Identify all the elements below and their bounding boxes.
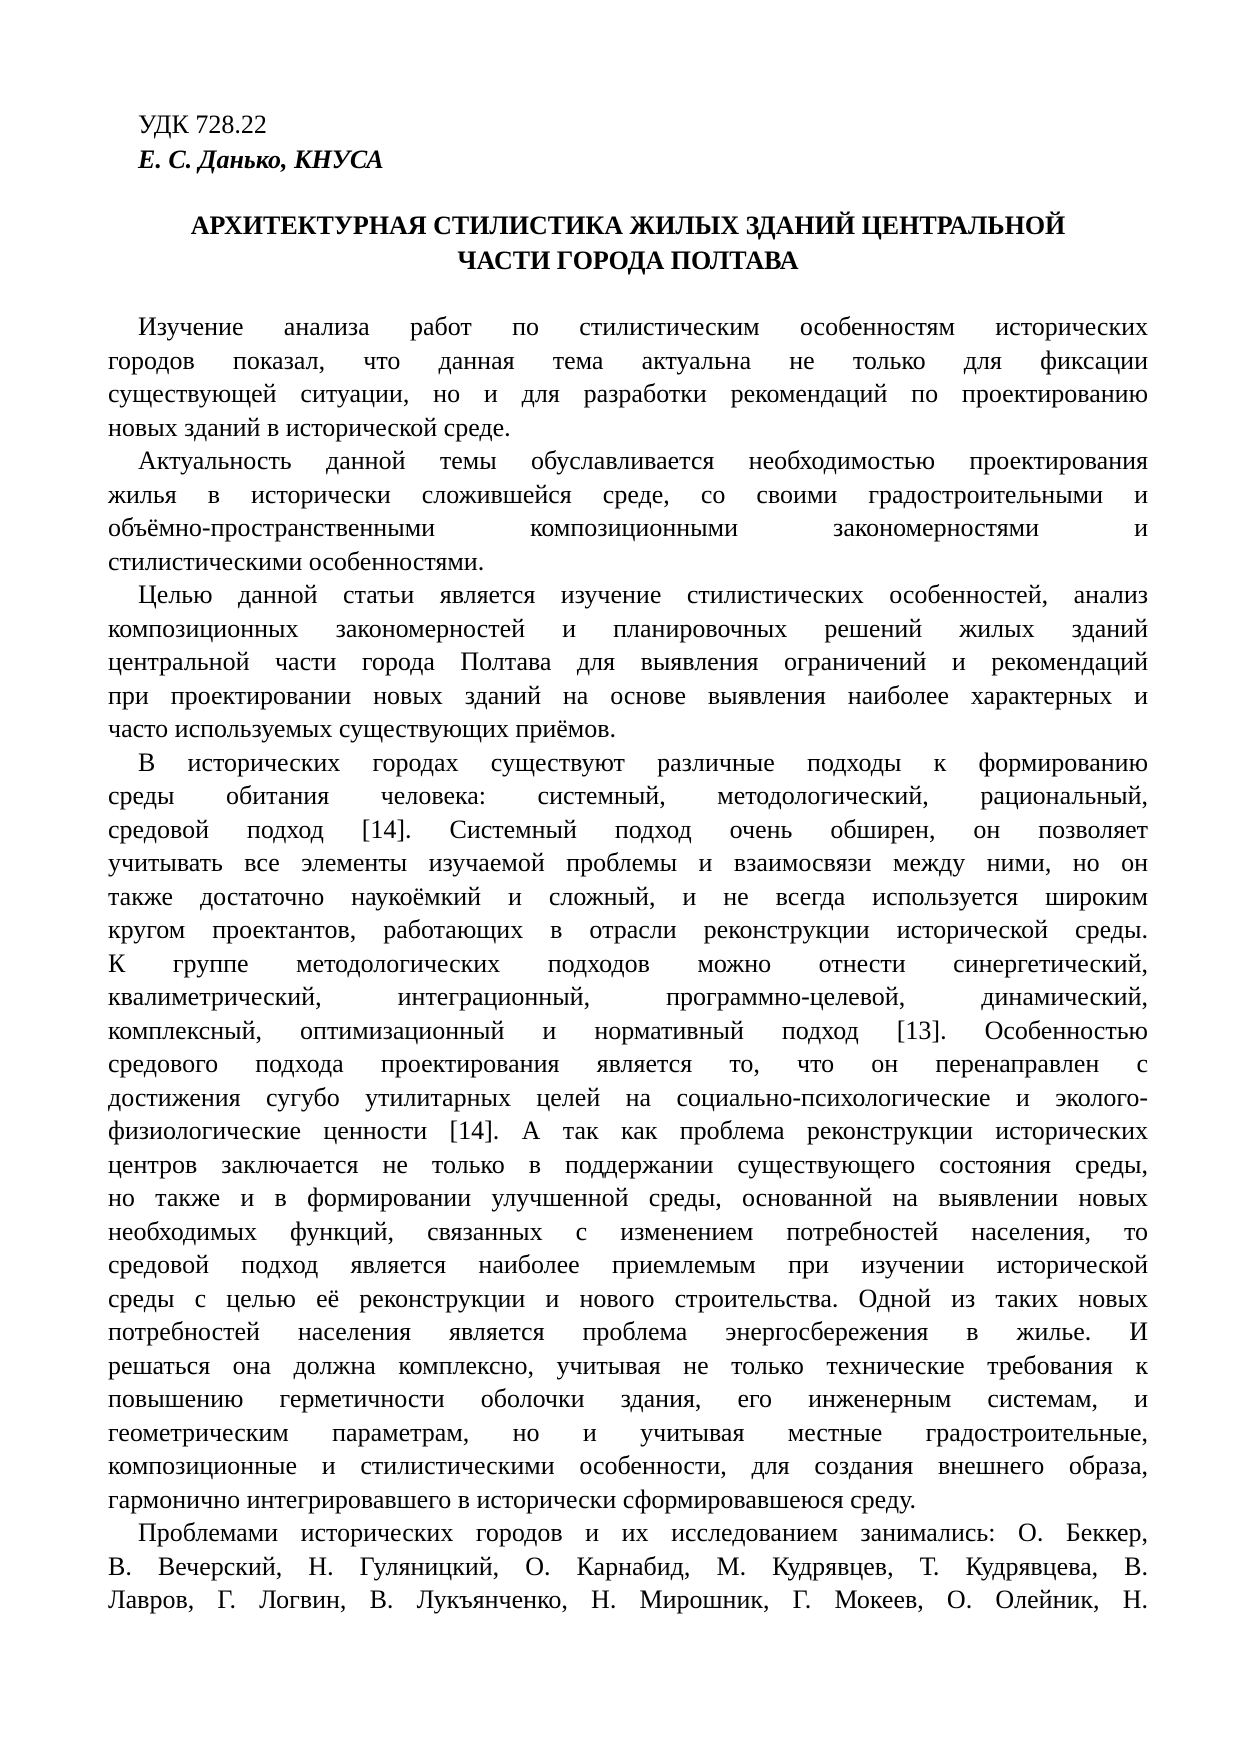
text-line: квалиметрический, интеграционный, программно-целевой, динамический, <box>108 982 1148 1011</box>
paragraph <box>108 578 1148 746</box>
text-line: центральной части города Полтава для выявления ограничений и рекомендаций <box>108 647 1148 676</box>
text-line: городов показал, что данная тема актуальна не только для фиксации <box>108 345 1148 375</box>
text-line: необходимых функций, связанных с изменением потребностей населения, то <box>108 1216 1148 1246</box>
text-line: Целью данной статьи является изучение стилистических особенностей, анализ <box>138 580 1148 609</box>
text-line: Актуальность данной темы обуславливается необходимостью проектирования <box>138 446 1148 475</box>
text-line: существующей ситуации, но и для разработки рекомендаций по проектированию <box>108 379 1148 408</box>
udk-code: УДК 728.22 <box>138 110 267 139</box>
text-line: К группе методологических подходов можно отнести синергетический, <box>108 948 1148 978</box>
text-line: новых зданий в исторической среде. <box>108 412 511 442</box>
text-line: средового подхода проектирования является то, что он перенаправлен с <box>108 1049 1148 1078</box>
text-line: но также и в формировании улучшенной среды, основанной на выявлении новых <box>108 1183 1148 1212</box>
text-line: В. Вечерский, Н. Гуляницкий, О. Карнабид, М. Кудрявцев, Т. Кудрявцева, В. <box>108 1551 1148 1581</box>
text-line: кругом проектантов, работающих в отрасли реконструкции исторической среды. <box>108 915 1148 944</box>
text-line: часто используемых существующих приёмов. <box>108 714 617 743</box>
text-line: центров заключается не только в поддержании существующего состояния среды, <box>108 1149 1148 1179</box>
title-line: ЧАСТИ ГОРОДА ПОЛТАВА <box>457 246 799 275</box>
text-line: достижения сугубо утилитарных целей на социально-психологические и эколого- <box>108 1082 1148 1112</box>
text-line: композиционные и стилистическими особенности, для создания внешнего образа, <box>108 1451 1148 1480</box>
text-line: объёмно-пространственными композиционными закономерностями и <box>108 513 1148 542</box>
text-line: учитывать все элементы изучаемой проблемы и взаимосвязи между ними, но он <box>108 848 1148 877</box>
text-line: Лавров, Г. Логвин, В. Лукъянченко, Н. Мирошник, Г. Мокеев, О. Олейник, Н. <box>108 1585 1148 1614</box>
article-body <box>108 310 1148 1617</box>
text-line: среды с целью её реконструкции и нового строительства. Одной из таких новых <box>108 1283 1148 1313</box>
title-line: АРХИТЕКТУРНАЯ СТИЛИСТИКА ЖИЛЫХ ЗДАНИЙ ЦЕНТРАЛЬНОЙ <box>190 211 1066 240</box>
author-line: Е. С. Данько, КНУСА <box>138 145 384 174</box>
text-line: В исторических городах существуют различные подходы к формированию <box>138 747 1148 777</box>
text-line: стилистическими особенностями. <box>108 546 485 576</box>
text-line: повышению герметичности оболочки здания, его инженерным системам, и <box>108 1384 1148 1413</box>
text-line: геометрическим параметрам, но и учитывая местные градостроительные, <box>108 1417 1148 1447</box>
text-line: композиционных закономерностей и планировочных решений жилых зданий <box>108 613 1148 643</box>
text-line: Изучение анализа работ по стилистическим особенностям исторических <box>138 312 1148 341</box>
text-line: жилья в исторически сложившейся среде, со своими градостроительными и <box>108 479 1148 509</box>
text-line: Проблемами исторических городов и их исследованием занимались: О. Беккер, <box>138 1518 1148 1547</box>
paragraph <box>108 444 1148 578</box>
text-line: средовой подход [14]. Системный подход очень обширен, он позволяет <box>108 814 1148 844</box>
article-title <box>108 208 1148 278</box>
text-line: также достаточно наукоёмкий и сложный, и не всегда используется широким <box>108 881 1148 911</box>
text-line: гармонично интегрировавшего в исторически сформировавшеюся среду. <box>108 1484 917 1514</box>
text-line: среды обитания человека: системный, методологический, рациональный, <box>108 781 1148 810</box>
paragraph <box>108 746 1148 1517</box>
text-line: потребностей населения является проблема энергосбережения в жилье. И <box>108 1317 1148 1346</box>
text-line: при проектировании новых зданий на основе выявления наиболее характерных и <box>108 680 1148 710</box>
text-line: средовой подход является наиболее приемлемым при изучении исторической <box>108 1250 1148 1279</box>
text-line: комплексный, оптимизационный и нормативный подход [13]. Особенностью <box>108 1015 1148 1045</box>
paragraph <box>108 1516 1148 1617</box>
text-line: решаться она должна комплексно, учитывая не только технические требования к <box>108 1350 1148 1380</box>
text-line: физиологические ценности [14]. А так как проблема реконструкции исторических <box>108 1116 1148 1145</box>
paragraph <box>108 310 1148 444</box>
